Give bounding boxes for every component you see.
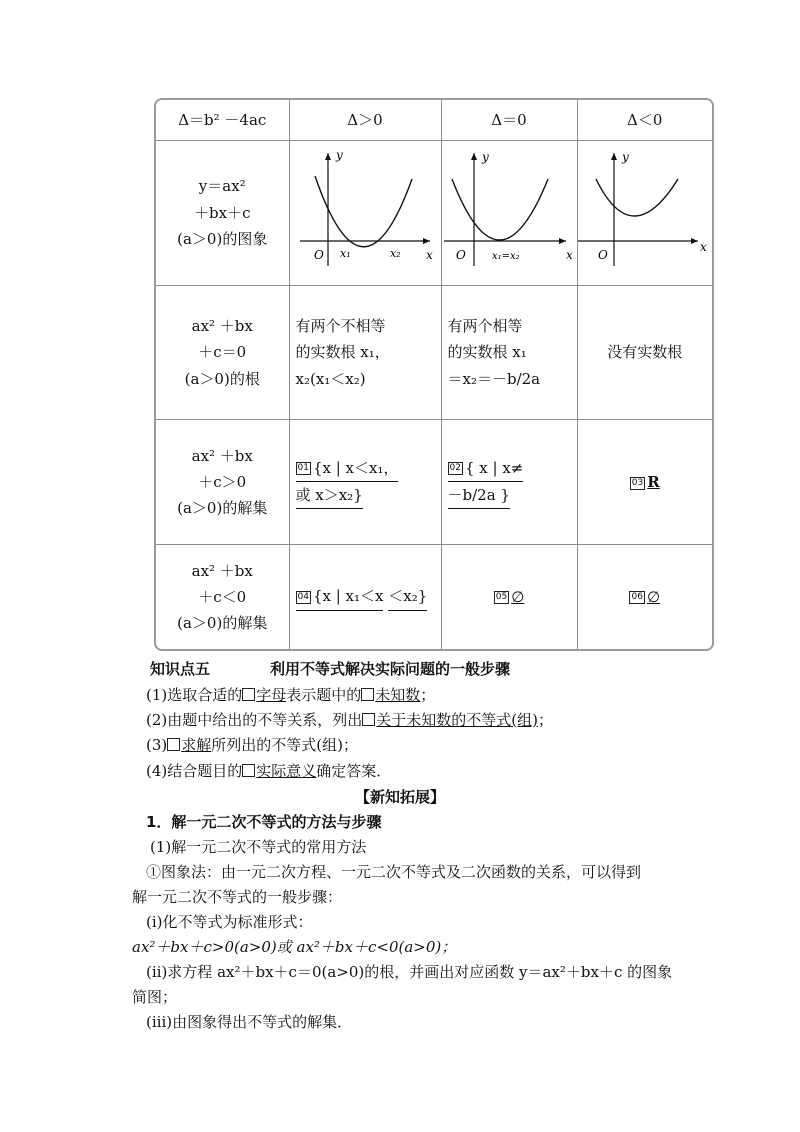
origin-label: O bbox=[598, 248, 609, 263]
table-row-roots bbox=[156, 285, 712, 420]
header-delta-pos: Δ＞0 bbox=[289, 100, 441, 140]
method1-line-a: ①图象法：由一元二次方程、一元二次不等式及二次函数的关系，可以得到 bbox=[146, 863, 642, 881]
step-ii-a: (ⅱ)求方程 ax²＋bx＋c＝0(a>0)的根，并画出对应函数 y＝ax²＋bx＋c 的图象 bbox=[146, 963, 673, 981]
section5-label: 知识点五 bbox=[150, 660, 211, 678]
expansion-heading-1: 1．解一元二次不等式的方法与步骤 bbox=[146, 813, 382, 831]
row2-label: ax² ＋bx ＋c＝0 (a＞0)的根 bbox=[156, 285, 289, 420]
table-row-lt-zero bbox=[156, 544, 712, 649]
lt-no-roots-solution: 06 ∅ bbox=[577, 544, 712, 649]
y-axis-label: y bbox=[622, 150, 630, 165]
x-axis-label: x bbox=[566, 248, 573, 263]
step-1: (1)选取合适的 字母表示题中的 未知数； bbox=[146, 686, 436, 704]
graph-no-root bbox=[577, 140, 712, 285]
answer-number-06: 06 bbox=[631, 592, 643, 603]
gt-no-roots-solution: 03 R bbox=[577, 420, 712, 545]
step-2: (2)由题中给出的不等关系，列出 关于未知数的不等式(组)； bbox=[146, 711, 553, 729]
step-iii: (ⅲ)由图象得出不等式的解集． bbox=[146, 1013, 353, 1031]
expansion-sub-1: (1)解一元二次不等式的常用方法 bbox=[150, 838, 367, 856]
answer-number-01: 01 bbox=[297, 463, 309, 474]
row1-label: y＝ax² ＋bx＋c (a＞0)的图象 bbox=[156, 140, 289, 285]
root-x1-label: x₁ bbox=[340, 247, 351, 261]
table-row-graph bbox=[156, 140, 712, 285]
expansion-title: 【新知拓展】 bbox=[354, 788, 445, 806]
equal-roots-text: 有两个相等 的实数根 x₁ ＝x₂＝－b/2a bbox=[441, 285, 577, 420]
double-root-label: x₁=x₂ bbox=[492, 251, 520, 263]
blank-box-icon bbox=[362, 713, 375, 726]
parabola-one-root-graph bbox=[442, 141, 576, 276]
step-i-formula: ax²＋bx＋c>0(a>0)或 ax²＋bx＋c<0(a>0)； bbox=[132, 938, 457, 956]
row3-label: ax² ＋bx ＋c＞0 (a＞0)的解集 bbox=[156, 420, 289, 545]
method1-line-b: 解一元二次不等式的一般步骤： bbox=[132, 888, 343, 906]
blank-box-icon bbox=[242, 764, 255, 777]
table-header-row bbox=[156, 100, 712, 140]
y-axis-label: y bbox=[336, 148, 343, 163]
blank-box-icon bbox=[167, 738, 180, 751]
gt-equal-roots-solution: 02 { x | x≠ －b/2a } bbox=[441, 420, 577, 545]
row4-label: ax² ＋bx ＋c＜0 (a＞0)的解集 bbox=[156, 544, 289, 649]
lt-equal-roots-solution: 05 ∅ bbox=[441, 544, 577, 649]
table-row-gt-zero bbox=[156, 420, 712, 545]
step-i: (ⅰ)化不等式为标准形式： bbox=[146, 913, 313, 931]
step-4: (4)结合题目的 实际意义确定答案． bbox=[146, 762, 392, 780]
root-x2-label: x₂ bbox=[390, 247, 401, 261]
parabola-no-root-graph bbox=[578, 141, 711, 276]
parabola-two-roots-graph bbox=[290, 141, 440, 276]
step-3: (3) 求解所列出的不等式(组)； bbox=[146, 736, 358, 754]
answer-number-04: 04 bbox=[297, 591, 309, 602]
section5-heading bbox=[150, 658, 510, 679]
two-roots-text: 有两个不相等 的实数根 x₁， x₂(x₁＜x₂) bbox=[289, 285, 441, 420]
no-roots-text: 没有实数根 bbox=[577, 285, 712, 420]
x-axis-label: x bbox=[426, 248, 433, 263]
x-axis-label: x bbox=[700, 240, 708, 255]
header-delta-def: Δ＝b² －4ac bbox=[156, 100, 289, 140]
lt-two-roots-solution: 04 {x | x₁＜x ＜x₂} bbox=[289, 544, 441, 649]
answer-number-03: 03 bbox=[631, 477, 644, 488]
header-delta-zero: Δ＝0 bbox=[441, 100, 577, 140]
section5-title: 利用不等式解决实际问题的一般步骤 bbox=[270, 660, 511, 678]
graph-two-roots bbox=[289, 140, 441, 285]
y-axis-label: y bbox=[482, 150, 489, 165]
header-delta-neg: Δ＜0 bbox=[577, 100, 712, 140]
answer-number-05: 05 bbox=[495, 592, 508, 603]
step-ii-b: 简图； bbox=[132, 988, 178, 1006]
origin-label: O bbox=[314, 248, 324, 263]
quadratic-table bbox=[154, 98, 714, 651]
gt-two-roots-solution: 01 {x | x＜x₁， 或 x＞x₂} bbox=[289, 420, 441, 545]
blank-box-icon bbox=[361, 688, 374, 701]
answer-number-02: 02 bbox=[449, 463, 461, 474]
blank-box-icon bbox=[242, 688, 255, 701]
origin-label: O bbox=[456, 248, 466, 263]
graph-one-root bbox=[441, 140, 577, 285]
